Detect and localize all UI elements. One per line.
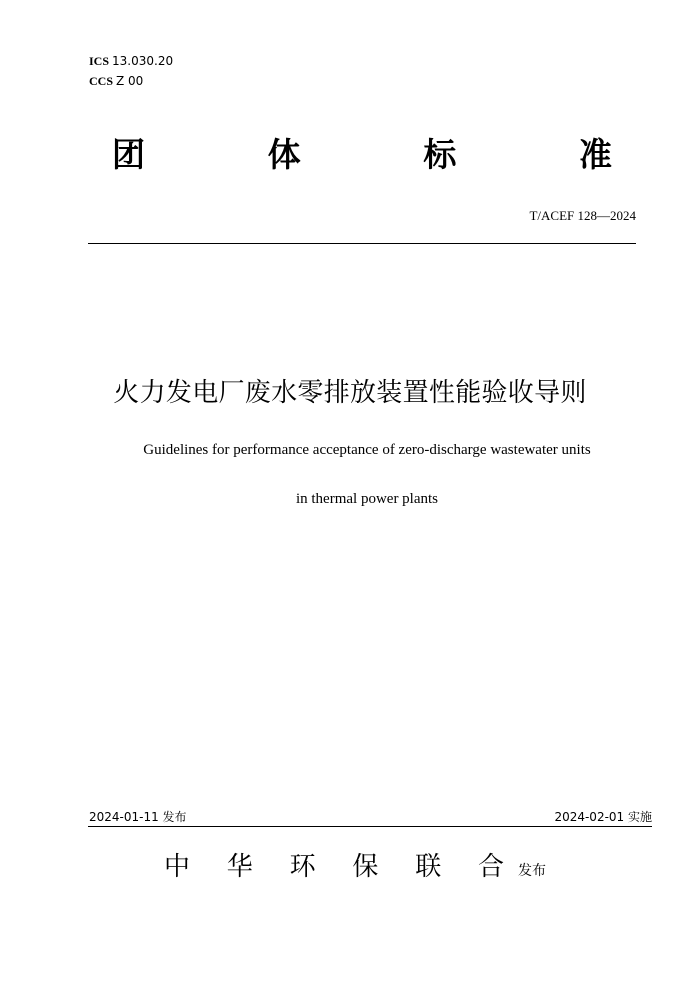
implementation-date: 2024-02-01 实施: [554, 810, 652, 824]
release-date: 2024-01-11 发布: [89, 810, 187, 824]
doc-type-char: 准: [578, 135, 612, 174]
english-title-line1: Guidelines for performance acceptance of zero-discharge wastewater units: [143, 442, 591, 458]
publisher-org: [164, 848, 504, 886]
chinese-title: 火力发电厂废水零排放装置性能验收导则: [113, 378, 587, 408]
publisher-char: 华: [226, 852, 253, 882]
top-divider: [88, 243, 636, 244]
ccs-value: Z 00: [116, 74, 144, 88]
publisher-char: 合: [477, 852, 504, 882]
bottom-divider: [88, 826, 652, 827]
ccs-code: [89, 74, 143, 88]
document-type-heading: [112, 130, 612, 180]
publisher-char: 环: [289, 852, 316, 882]
publisher: [164, 848, 546, 886]
publisher-char: 保: [352, 852, 379, 882]
publisher-char: 中: [164, 852, 191, 882]
ccs-label: CCS: [89, 74, 114, 88]
doc-type-char: 体: [267, 135, 301, 174]
ics-label: ICS: [89, 54, 110, 68]
publisher-char: 联: [415, 852, 442, 882]
ics-code: [89, 54, 173, 68]
english-title-line2: in thermal power plants: [295, 491, 439, 507]
doc-type-char: 标: [423, 135, 457, 174]
publisher-suffix: 发布: [518, 863, 546, 879]
standard-code: T/ACEF 128—2024: [529, 208, 636, 223]
doc-type-char: 团: [112, 135, 145, 174]
ics-value: 13.030.20: [112, 54, 174, 68]
